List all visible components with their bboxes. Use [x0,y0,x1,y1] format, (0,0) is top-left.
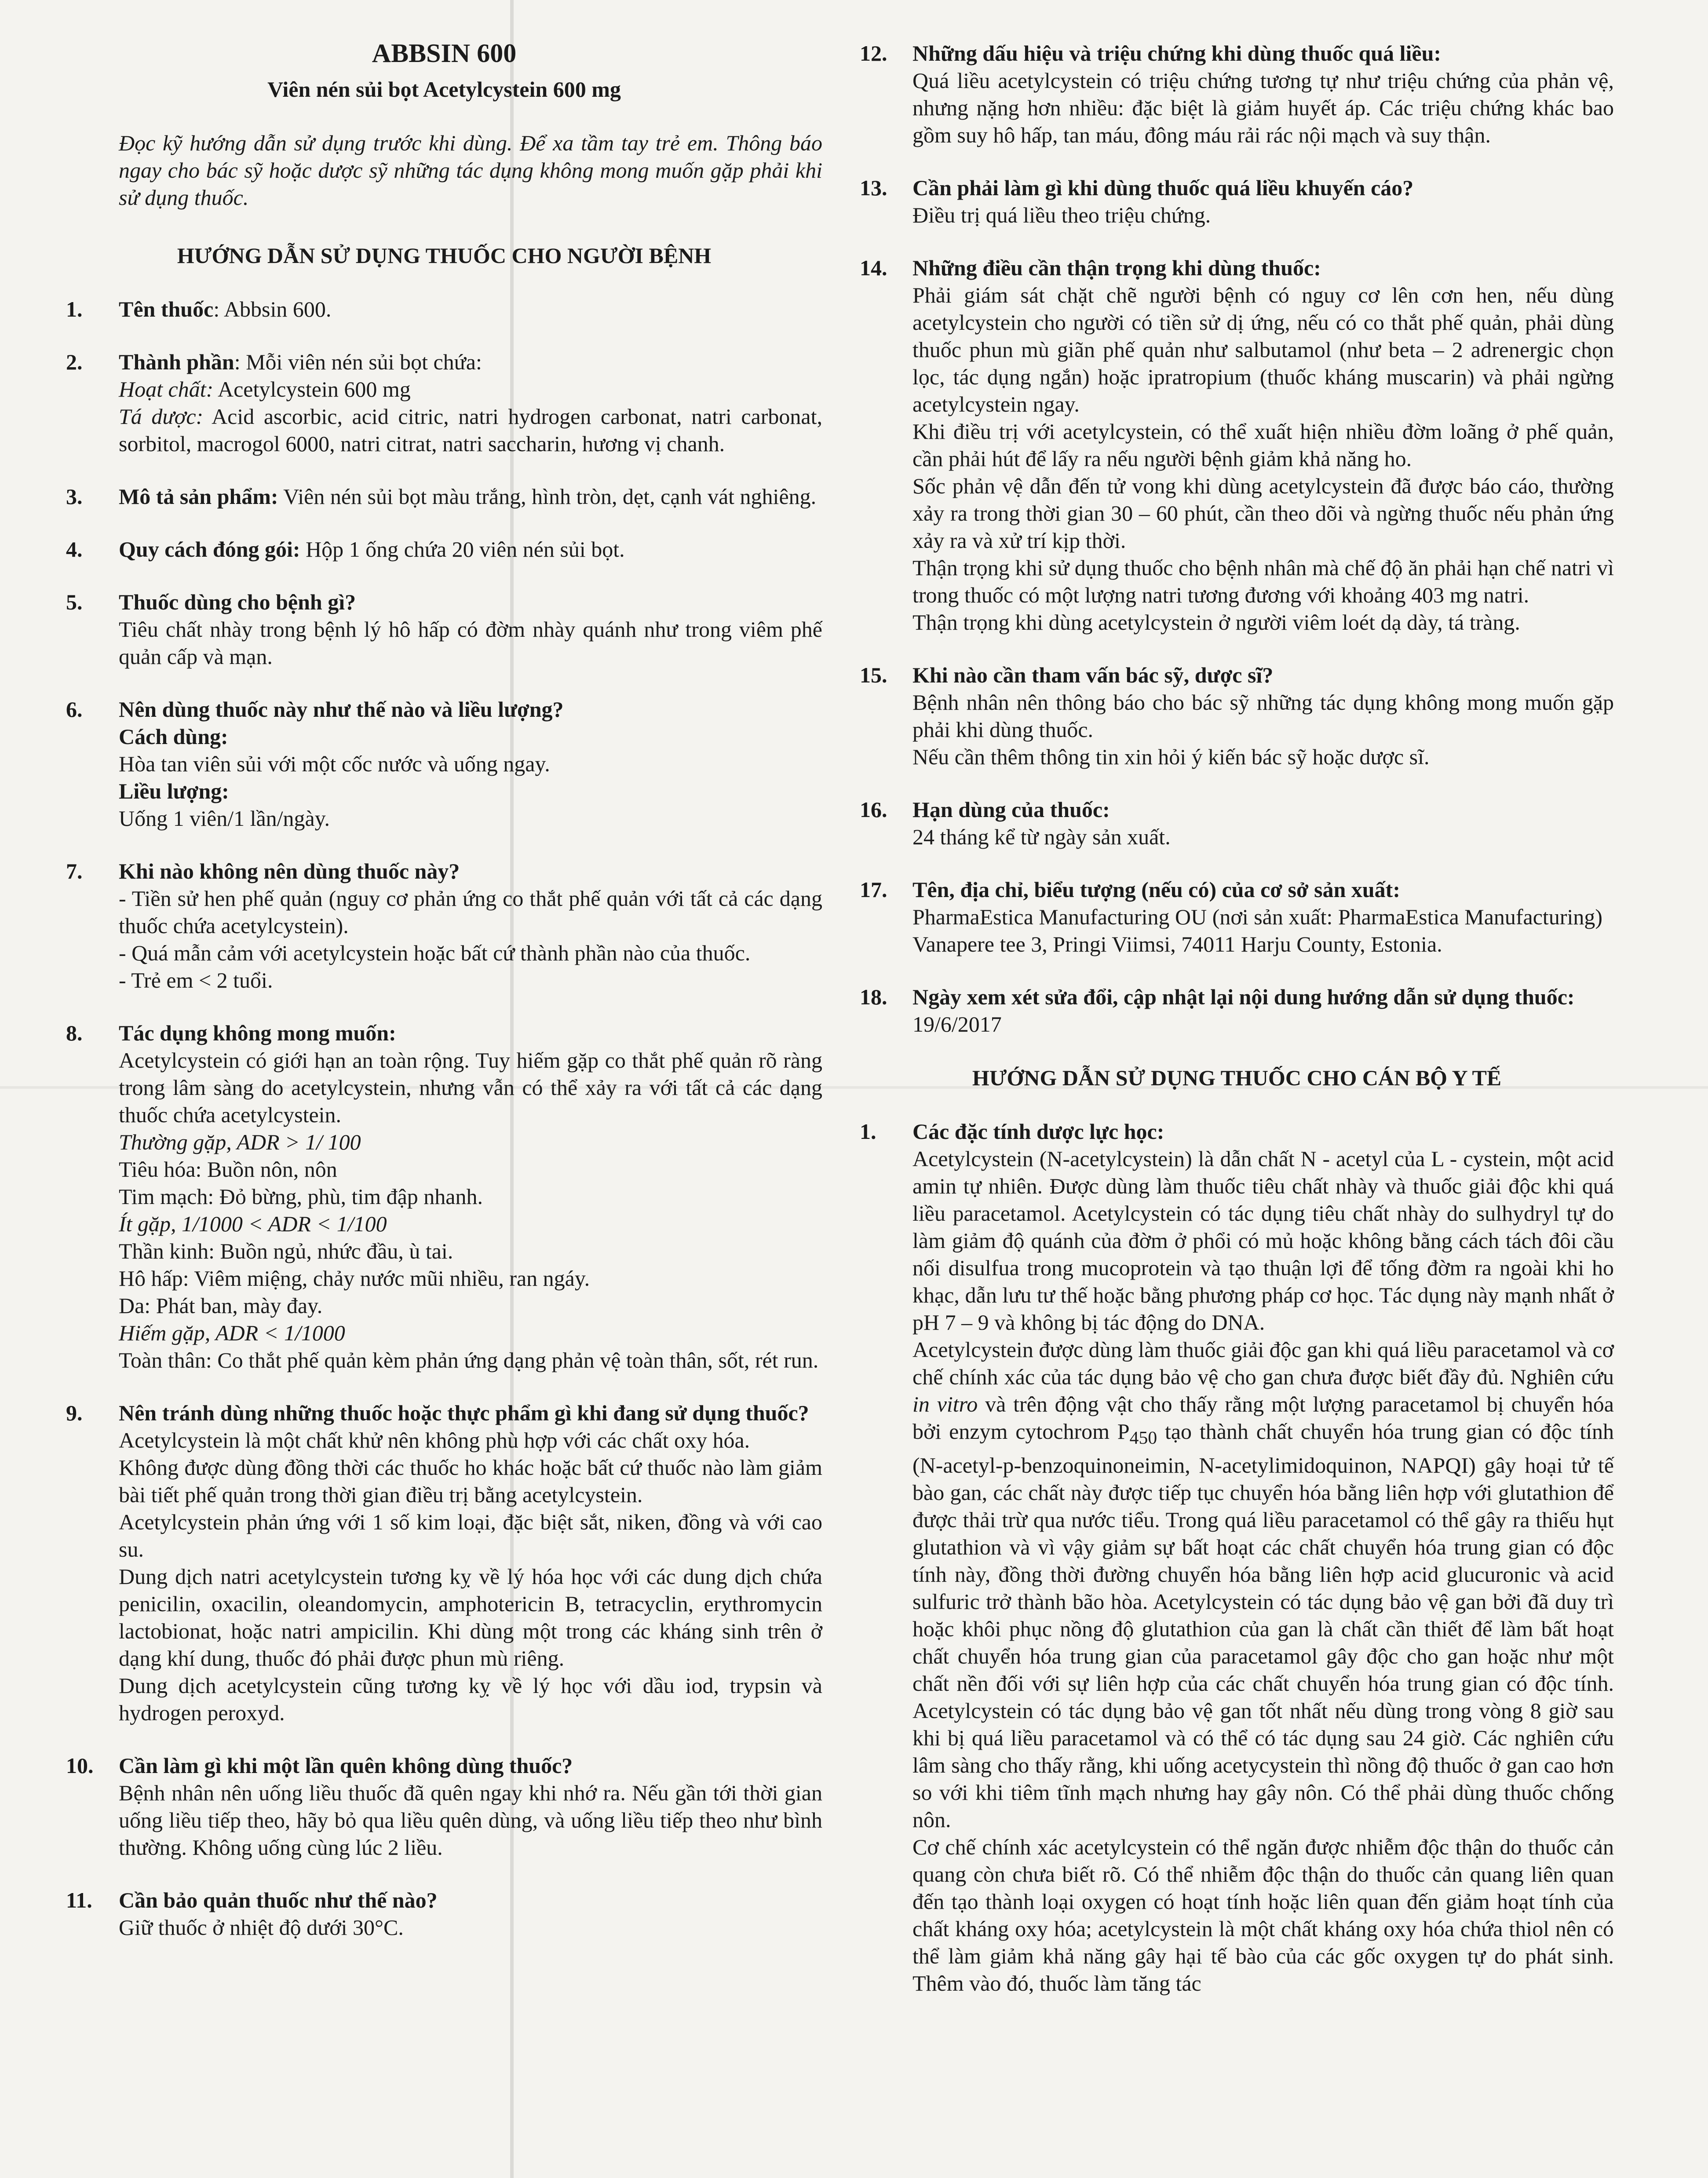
frequency-uncommon: Ít gặp, 1/1000 < ADR < 1/100 [119,1211,387,1236]
section-label: Những dấu hiệu và triệu chứng khi dùng thuốc quá liều: [912,41,1442,66]
section-2 [66,348,822,457]
section-13 [860,174,1614,229]
section-label: Các đặc tính dược lực học: [912,1119,1164,1144]
text-italic: in vitro [912,1392,978,1416]
section-number: 1. [860,1119,876,1144]
section-label: Nên tránh dùng những thuốc hoặc thực phẩm gì khi đang sử dụng thuốc? [119,1401,809,1425]
section-3 [66,483,822,510]
frequency-common: Thường gặp, ADR > 1/ 100 [119,1130,361,1154]
section-18 [860,983,1614,1038]
section-text: Nếu cần thêm thông tin xin hỏi ý kiến bác sỹ hoặc dược sĩ. [912,744,1430,769]
section-text: Bệnh nhân nên uống liều thuốc đã quên ngay khi nhớ ra. Nếu gần tới thời gian uống liều tiếp theo, hãy bỏ qua liều quên dùng, và uống liều tiếp theo như bình thường. Không uống cùng lúc 2 liều. [119,1780,822,1860]
text-run: tạo thành chất chuyển hóa trung gian có độc tính (N-acetyl-p-benzoquinoneimin, N-acetylimidoquinon, NAPQI) gây hoại tử tế bào gan, các chất này được tiếp tục chuyển hóa bằng liên hợp với glutathion để được thải trừ qua nước tiểu. Trong quá liều paracetamol có thể gây ra thiếu hụt glutathion và vì vậy giảm sự bất hoạt các chất chuyển hóa trung gian có độc tính này, đồng thời đường chuyển hóa bằng liên hợp acid glucuronic và acid sulfuric trở thành bão hòa. Acetylcystein có tác dụng bảo vệ gan bởi đã duy trì hoặc khôi phục nồng độ glutathion của gan là chất cần thiết để làm bất hoạt chất chuyển hóa trung gian của paracetamol gây độc cho gan hoặc như một chất nền đối với sự liên hợp của các chất chuyển hóa trung gian có độc tính. Acetylcystein có tác dụng bảo vệ gan tốt nhất nếu dùng trong vòng 8 giờ sau khi bị quá liều paracetamol và có thể có tác dụng sau 24 giờ. Các nghiên cứu lâm sàng cho thấy rằng, khi uống acetycystein thì nồng độ thuốc ở gan cao hơn so với khi tiêm tĩnh mạch nhưng hay gây nôn. Có thể phải dùng thuốc chống nôn. [912,1419,1614,1832]
revision-date: 19/6/2017 [912,1012,1002,1036]
section-text: Acetylcystein là một chất khử nên không phù hợp với các chất oxy hóa. [119,1428,750,1452]
section-number: 7. [66,859,83,883]
text-run: Acetylcystein được dùng làm thuốc giải độc gan khi quá liều paracetamol và cơ chế chính xác của tác dụng bảo vệ cho gan chưa được biết đầy đủ. Nghiên cứu [912,1337,1614,1389]
section-text: Phải giám sát chặt chẽ người bệnh có nguy cơ lên cơn hen, nếu dùng acetylcystein cho người có tiền sử dị ứng, nếu có co thắt phế quản, phải dùng thuốc phun mù giãn phế quản như salbutamol (như beta – 2 adrenergic chọn lọc, tác dụng ngắn) hoặc ipratropium (thuốc kháng muscarin) và phải ngừng acetylcystein ngay. [912,283,1614,416]
section-16 [860,796,1614,850]
section-number: 10. [66,1753,94,1778]
section-7 [66,857,822,994]
section-text: Giữ thuốc ở nhiệt độ dưới 30°C. [119,1915,404,1940]
section-text: Dung dịch natri acetylcystein tương kỵ về lý hóa học với các dung dịch chứa penicilin, oxacilin, oleandomycin, amphotericin B, tetracyclin, erythromycin lactobionat, hoặc natri ampicilin. Khi dùng một trong các kháng sinh trên ở dạng khí dung, thuốc đó phải được phun mù riêng. [119,1564,822,1671]
active-ingredient-label: Hoạt chất: [119,377,214,401]
excipient-list: Acid ascorbic, acid citric, natri hydrogen carbonat, natri carbonat, sorbitol, macrogol 6000, natri citrat, natri saccharin, hương vị chanh. [119,404,822,456]
section-label: Ngày xem xét sửa đổi, cập nhật lại nội dung hướng dẫn sử dụng thuốc: [912,985,1575,1009]
section-number: 14. [860,255,887,280]
adverse-effect: Hô hấp: Viêm miệng, chảy nước mũi nhiều, ran ngáy. [119,1266,590,1291]
section-number: 11. [66,1888,92,1912]
manufacturer-address: Vanapere tee 3, Pringi Viimsi, 74011 Harju County, Estonia. [912,932,1442,956]
section-number: 4. [66,537,83,562]
section-9 [66,1399,822,1726]
section-label: Thuốc dùng cho bệnh gì? [119,590,356,614]
manufacturer-name: PharmaEstica Manufacturing OU (nơi sản xuất: PharmaEstica Manufacturing) [912,905,1603,929]
section-number: 16. [860,797,887,822]
dose-label: Liều lượng: [119,779,229,803]
section-label: Tác dụng không mong muốn: [119,1021,396,1045]
text-run: và trên động vật cho thấy rằng một lượng paracetamol bị chuyển hóa bởi enzym cytochrom P [912,1392,1614,1444]
section-label: Những điều cần thận trọng khi dùng thuốc: [912,255,1321,280]
document-subtitle: Viên nén sủi bọt Acetylcystein 600 mg [267,77,621,102]
section-text [912,1336,1614,1833]
usage-text: Hòa tan viên sủi với một cốc nước và uống ngay. [119,752,550,776]
excipient-label: Tá dược: [119,404,204,429]
section-text: Tiêu chất nhày trong bệnh lý hô hấp có đờm nhày quánh như trong viêm phế quản cấp và mạn. [119,617,822,669]
adverse-effect: Tiêu hóa: Buồn nôn, nôn [119,1157,337,1182]
contraindication-item: - Trẻ em < 2 tuổi. [119,968,273,992]
document-title: ABBSIN 600 [372,39,517,68]
section-text: Thận trọng khi sử dụng thuốc cho bệnh nhân mà chế độ ăn phải hạn chế natri vì trong thuốc có một lượng natri tương đương với khoảng 403 mg natri. [912,555,1614,607]
section-4 [66,536,822,563]
section-text: Cơ chế chính xác acetylcystein có thể ngăn được nhiễm độc thận do thuốc cản quang còn chưa biết rõ. Có thể nhiễm độc thận do thuốc cản quang liên quan đến tạo thành loại oxygen có hoạt tính hoặc liên quan đến giảm hoạt tính của chất kháng oxy hóa; acetylcystein là một chất kháng oxy hóa chứa thiol nên có thể làm giảm khả năng gây hại tế bào của các gốc oxygen tự do phát sinh. Thêm vào đó, thuốc làm tăng tác [912,1835,1614,1996]
section-number: 2. [66,350,83,374]
section-number: 1. [66,297,83,321]
section-label: Nên dùng thuốc này như thế nào và liều lượng? [119,697,564,722]
section-text: Không được dùng đồng thời các thuốc ho khác hoặc bất cứ thuốc nào làm giảm bài tiết phế quản trong thời gian điều trị bằng acetylcystein. [119,1455,822,1507]
section-label: Cần bảo quản thuốc như thế nào? [119,1888,438,1912]
adverse-effect: Thần kinh: Buồn ngủ, nhức đầu, ù tai. [119,1239,453,1263]
section-number: 3. [66,484,83,509]
section-number: 6. [66,697,83,722]
section-label: Tên, địa chỉ, biểu tượng (nếu có) của cơ sở sản xuất: [912,877,1400,902]
section-number: 17. [860,877,887,902]
section-label: Cần làm gì khi một lần quên không dùng thuốc? [119,1753,573,1778]
section-label: Khi nào không nên dùng thuốc này? [119,859,460,883]
section-text: Acetylcystein có giới hạn an toàn rộng. Tuy hiếm gặp co thắt phế quản rõ ràng trong lâm sàng do acetylcystein, nhưng vẫn có thể xảy ra với tất cả các dạng thuốc chứa acetylcystein. [119,1048,822,1127]
section-text: Điều trị quá liều theo triệu chứng. [912,203,1211,227]
contraindication-item: - Tiền sử hen phế quản (nguy cơ phản ứng co thắt phế quản với tất cả các dạng thuốc chứa acetylcystein). [119,886,822,938]
section-12 [860,40,1614,149]
section-text: Thận trọng khi dùng acetylcystein ở người viêm loét dạ dày, tá tràng. [912,610,1520,635]
section-text: Sốc phản vệ dẫn đến tử vong khi dùng acetylcystein đã được báo cáo, thường xảy ra trong thời gian 30 – 60 phút, cần theo dõi và ngừng thuốc nếu phản ứng xảy ra và xử trí kịp thời. [912,474,1614,553]
section-6 [66,696,822,832]
section-text: Dung dịch acetylcystein cũng tương kỵ về lý học với dầu iod, trypsin và hydrogen peroxyd. [119,1673,822,1725]
section-text: Quá liều acetylcystein có triệu chứng tương tự như triệu chứng của phản vệ, nhưng nặng hơn nhiều: đặc biệt là giảm huyết áp. Các triệu chứng khác bao gồm suy hô hấp, tan máu, đông máu rải rác nội mạch và suy thận. [912,68,1614,147]
section-number: 15. [860,663,887,687]
section-text: Viên nén sủi bọt màu trắng, hình tròn, dẹt, cạnh vát nghiêng. [278,484,817,509]
section-label: Cần phải làm gì khi dùng thuốc quá liều khuyến cáo? [912,175,1414,200]
section-text: : Abbsin 600. [213,297,332,321]
section-text: Bệnh nhân nên thông báo cho bác sỹ những tác dụng không mong muốn gặp phải khi dùng thuốc. [912,690,1614,742]
section-number: 13. [860,175,887,200]
section-label: Quy cách đóng gói: [119,537,300,562]
section-text: : Mỗi viên nén sủi bọt chứa: [234,350,482,374]
section-number: 12. [860,41,887,66]
section-11 [66,1886,822,1941]
section-number: 9. [66,1401,83,1425]
contraindication-item: - Quá mẫn cảm với acetylcystein hoặc bất cứ thành phần nào của thuốc. [119,941,751,965]
frequency-rare: Hiếm gặp, ADR < 1/1000 [119,1321,345,1345]
section-15 [860,661,1614,770]
section-number: 5. [66,590,83,614]
active-ingredient: Acetylcystein 600 mg [213,377,411,401]
section-text: Hộp 1 ống chứa 20 viên nén sủi bọt. [300,537,625,562]
section-label: Mô tả sản phẩm: [119,484,278,509]
section-1 [66,296,822,323]
section-5 [66,588,822,670]
section-text: Acetylcystein phản ứng với 1 số kim loại, đặc biệt sắt, niken, đồng và với cao su. [119,1510,822,1561]
section-label: Hạn dùng của thuốc: [912,797,1110,822]
adverse-effect: Tim mạch: Đỏ bừng, phù, tim đập nhanh. [119,1184,483,1209]
dose-text: Uống 1 viên/1 lần/ngày. [119,806,330,831]
usage-label: Cách dùng: [119,724,228,749]
section-label: Khi nào cần tham vấn bác sỹ, dược sĩ? [912,663,1274,687]
warning-text: Đọc kỹ hướng dẫn sử dụng trước khi dùng. Để xa tầm tay trẻ em. Thông báo ngay cho bác sỹ hoặc dược sỹ những tác dụng không mong muốn gặp phải khi sử dụng thuốc. [119,131,822,210]
section-17 [860,876,1614,958]
patient-guide-heading: HƯỚNG DẪN SỬ DỤNG THUỐC CHO NGƯỜI BỆNH [177,243,712,268]
section-text: 24 tháng kể từ ngày sản xuất. [912,825,1171,849]
staff-section-1 [860,1118,1614,1997]
staff-guide-heading: HƯỚNG DẪN SỬ DỤNG THUỐC CHO CÁN BỘ Y TẾ [972,1065,1502,1090]
section-8 [66,1019,822,1374]
section-text: Acetylcystein (N-acetylcystein) là dẫn chất N - acetyl của L - cystein, một acid amin tự nhiên. Được dùng làm thuốc tiêu chất nhày và thuốc giải độc khi quá liều paracetamol. Acetylcystein có tác dụng tiêu chất nhày do sulhydryl tự do làm giảm độ quánh của đờm ở phổi có mủ hoặc không bằng cách tách đôi cầu nối disulfua trong mucoprotein và tạo thuận lợi để tống đờm ra ngoài khi ho khạc, dẫn lưu tư thế hoặc bằng phương pháp cơ học. Tác dụng này mạnh nhất ở pH 7 – 9 và không bị tác động do DNA. [912,1146,1614,1335]
section-number: 8. [66,1021,83,1045]
section-label: Thành phần [119,350,234,374]
section-number: 18. [860,985,887,1009]
section-text: Khi điều trị với acetylcystein, có thể xuất hiện nhiều đờm loãng ở phế quản, cần phải hút để lấy ra nếu người bệnh giảm khả năng ho. [912,419,1614,471]
adverse-effect: Da: Phát ban, mày đay. [119,1293,323,1318]
text-subscript: 450 [1129,1428,1157,1448]
right-column [860,40,1614,2022]
section-14 [860,254,1614,636]
section-label: Tên thuốc [119,297,214,321]
section-10 [66,1752,822,1861]
adverse-effect: Toàn thân: Co thắt phế quản kèm phản ứng dạng phản vệ toàn thân, sốt, rét run. [119,1348,819,1372]
left-column [66,40,822,1966]
